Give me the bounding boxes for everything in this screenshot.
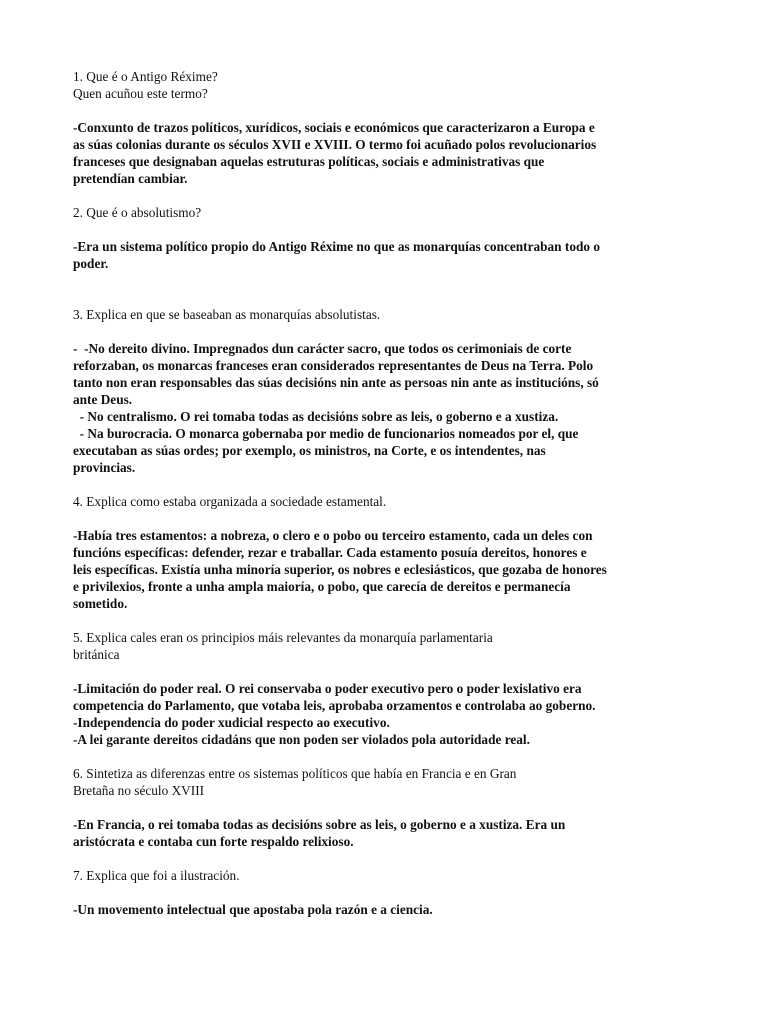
question-5-line-2: británica: [73, 647, 120, 662]
answer-5-line-3: -Independencia do poder xudicial respecto ao executivo.: [73, 715, 390, 730]
question-3: [73, 306, 703, 323]
answer-4-line-3: leis específicas. Existía unha minoría superior, os nobres e eclesiásticos, que gozaba de honores: [73, 562, 607, 577]
answer-4-line-2: funcións específicas: defender, rezar e traballar. Cada estamento posuía dereitos, honores e: [73, 545, 587, 560]
question-6: [73, 765, 703, 799]
answer-5-line-2: competencia do Parlamento, que votaba leis, aprobaba orzamentos e controlaba ao goberno.: [73, 698, 596, 713]
question-7-line-1: 7. Explica que foi a ilustración.: [73, 868, 240, 883]
document-page: [73, 68, 703, 918]
answer-3-line-8: provincias.: [73, 460, 136, 475]
answer-3-line-2: reforzaban, os monarcas franceses eran considerados representantes de Deus na Terra. Polo: [73, 358, 594, 373]
question-1-line-2: Quen acuñou este termo?: [73, 86, 208, 101]
answer-3-line-1: - -No dereito divino. Impregnados dun carácter sacro, que todos os cerimoniais de corte: [73, 341, 572, 356]
answer-1-line-4: pretendían cambiar.: [73, 171, 188, 186]
question-4: [73, 493, 703, 510]
question-2: [73, 204, 703, 221]
question-1-line-1: 1. Que é o Antigo Réxime?: [73, 69, 218, 84]
answer-7-line-1: -Un movemento intelectual que apostaba pola razón e a ciencia.: [73, 902, 433, 917]
answer-6-line-1: -En Francia, o rei tomaba todas as decisións sobre as leis, o goberno e a xustiza. Era un: [73, 817, 566, 832]
answer-5-line-1: -Limitación do poder real. O rei conservaba o poder executivo pero o poder lexislativo era: [73, 681, 582, 696]
answer-1-line-1: -Conxunto de trazos políticos, xurídicos, sociais e económicos que caracterizaron a Europa e: [73, 120, 595, 135]
answer-5-line-4: -A lei garante dereitos cidadáns que non poden ser violados pola autoridade real.: [73, 732, 530, 747]
question-5: [73, 629, 703, 663]
question-3-line-1: 3. Explica en que se baseaban as monarquías absolutistas.: [73, 307, 381, 322]
question-7: [73, 867, 703, 884]
answer-6: [73, 816, 703, 850]
question-1: [73, 68, 703, 102]
answer-2-line-1: -Era un sistema político propio do Antigo Réxime no que as monarquías concentraban todo o: [73, 239, 600, 254]
answer-3-line-7: executaban as súas ordes; por exemplo, os ministros, na Corte, e os intendentes, nas: [73, 443, 546, 458]
question-6-line-2: Bretaña no século XVIII: [73, 783, 205, 798]
answer-3-line-3: tanto non eran responsables das súas decisións nin ante as persoas nin ante as institucións, só: [73, 375, 599, 390]
answer-3-line-6: - Na burocracia. O monarca gobernaba por medio de funcionarios nomeados por el, que: [73, 426, 579, 441]
question-4-line-1: 4. Explica como estaba organizada a sociedade estamental.: [73, 494, 387, 509]
answer-6-line-2: aristócrata e contaba cun forte respaldo relixioso.: [73, 834, 354, 849]
answer-2-line-2: poder.: [73, 256, 109, 271]
question-2-line-1: 2. Que é o absolutismo?: [73, 205, 202, 220]
answer-4: [73, 527, 703, 612]
question-5-line-1: 5. Explica cales eran os principios máis relevantes da monarquía parlamentaria: [73, 630, 493, 645]
answer-3-line-4: ante Deus.: [73, 392, 133, 407]
answer-4-line-4: e privilexios, fronte a unha ampla maioría, o pobo, que carecía de dereitos e permanecía: [73, 579, 571, 594]
answer-1-line-2: as súas colonias durante os séculos XVII e XVIII. O termo foi acuñado polos revolucionarios: [73, 137, 597, 152]
answer-7: [73, 901, 703, 918]
answer-2: [73, 238, 703, 272]
answer-4-line-5: sometido.: [73, 596, 128, 611]
answer-3: [73, 340, 703, 476]
answer-5: [73, 680, 703, 748]
answer-1-line-3: franceses que designaban aquelas estruturas políticas, sociais e administrativas que: [73, 154, 545, 169]
answer-1: [73, 119, 703, 187]
question-6-line-1: 6. Sintetiza as diferenzas entre os sistemas políticos que había en Francia e en Gran: [73, 766, 517, 781]
answer-4-line-1: -Había tres estamentos: a nobreza, o clero e o pobo ou terceiro estamento, cada un deles con: [73, 528, 593, 543]
answer-3-line-5: - No centralismo. O rei tomaba todas as decisións sobre as leis, o goberno e a xustiza.: [73, 409, 559, 424]
